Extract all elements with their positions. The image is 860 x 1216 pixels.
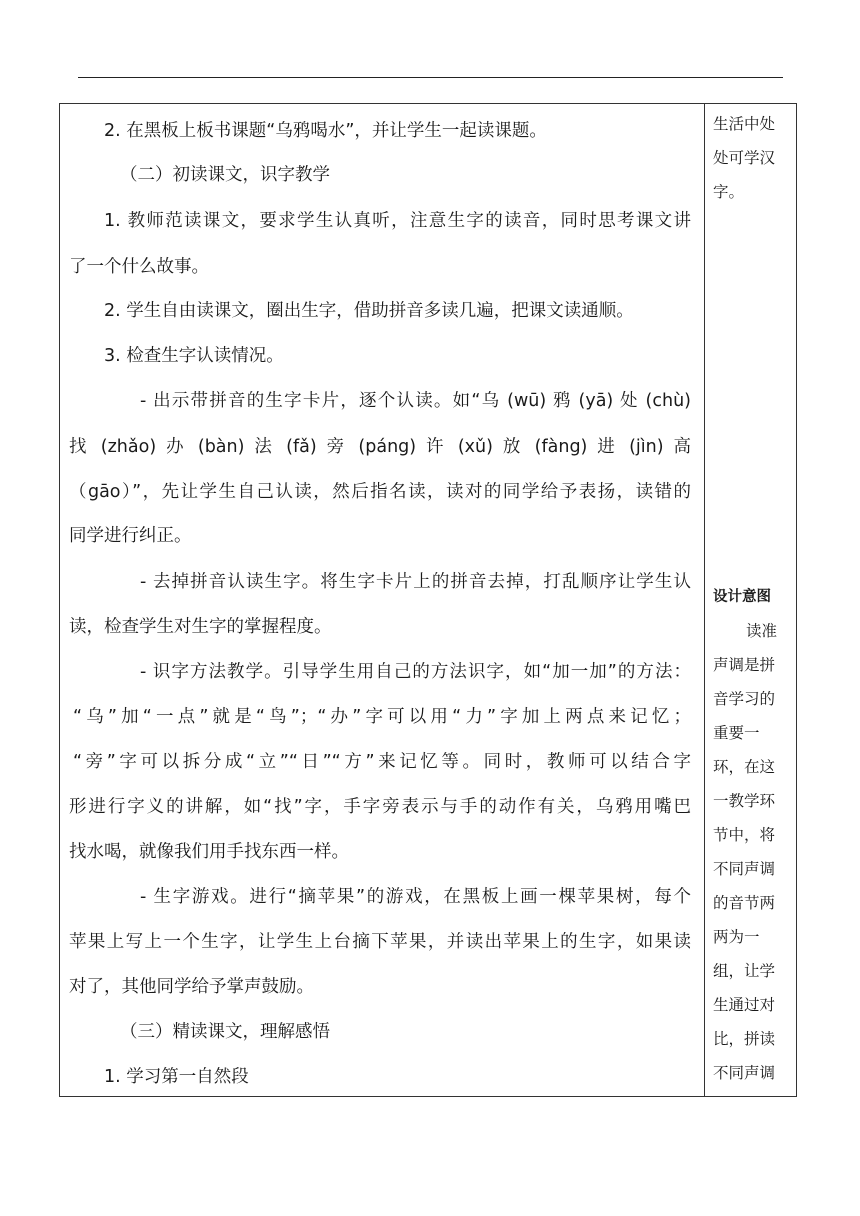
note-line: 组，让学 <box>713 962 776 980</box>
design-notes-column <box>705 104 797 1096</box>
note-line: 声调是拼 <box>713 656 776 674</box>
note-line: 生活中处 <box>713 115 776 133</box>
text-line: 1. 教师范读课文，要求学生认真听，注意生字的读音，同时思考课文讲 <box>104 211 691 231</box>
text-line: - 识字方法教学。引导学生用自己的方法识字，如“加一加”的方法： <box>140 662 691 682</box>
note-line: 不同声调 <box>713 1064 776 1082</box>
note-line: 重要一 <box>713 724 760 742</box>
section-heading: （三）精读课文，理解感悟 <box>120 1022 330 1042</box>
text-line: 对了，其他同学给予掌声鼓励。 <box>69 977 314 997</box>
note-line: 两为一 <box>713 928 760 946</box>
text-line: - 去掉拼音认读生字。将生字卡片上的拼音去掉，打乱顺序让学生认 <box>140 572 691 592</box>
note-line: 环，在这 <box>713 758 776 776</box>
note-line: 的音节两 <box>713 894 776 912</box>
note-line: 处可学汉 <box>713 149 776 167</box>
note-line: 一教学环 <box>713 792 776 810</box>
note-line: 生通过对 <box>713 996 776 1014</box>
lesson-table <box>59 103 797 1097</box>
note-line: 节中，将 <box>713 826 776 844</box>
text-line: 读，检查学生对生字的掌握程度。 <box>69 617 332 637</box>
text-line: 找水喝，就像我们用手找东西一样。 <box>69 842 349 862</box>
note-line: 比，拼读 <box>713 1030 776 1048</box>
note-line: 字。 <box>713 183 745 201</box>
note-line: 读准 <box>746 622 778 640</box>
teaching-process-column <box>60 104 704 1096</box>
text-line: 了一个什么故事。 <box>69 257 209 277</box>
text-line: 同学进行纠正。 <box>69 526 192 546</box>
text-line: （gāo）”，先让学生自己认读，然后指名读，读对的同学给予表扬，读错的 <box>69 482 691 502</box>
text-line: 找 (zhǎo) 办 (bàn) 法 (fǎ) 旁 (páng) 许 (xǔ) 放 (fàng) 进 (jìn) 高 <box>69 437 691 457</box>
note-line: 不同声调 <box>713 860 776 878</box>
header-rule <box>78 77 783 78</box>
text-line: 2. 在黑板上板书课题“乌鸦喝水”，并让学生一起读课题。 <box>104 121 547 141</box>
text-line: 形进行字义的讲解，如“找”字，手字旁表示与手的动作有关，乌鸦用嘴巴 <box>69 797 691 817</box>
text-line: “乌”加“一点”就是“鸟”；“办”字可以用“力”字加上两点来记忆； <box>73 707 691 727</box>
design-intent-heading: 设计意图 <box>713 589 771 605</box>
text-line: “旁”字可以拆分成“立”“日”“方”来记忆等。同时，教师可以结合字 <box>73 752 691 772</box>
note-line: 音学习的 <box>713 690 776 708</box>
text-line: 2. 学生自由读课文，圈出生字，借助拼音多读几遍，把课文读通顺。 <box>104 301 634 321</box>
text-line: 3. 检查生字认读情况。 <box>104 346 284 366</box>
text-line: 1. 学习第一自然段 <box>104 1067 249 1087</box>
section-heading: （二）初读课文，识字教学 <box>120 165 330 185</box>
text-line: - 生字游戏。进行“摘苹果”的游戏，在黑板上画一棵苹果树，每个 <box>140 887 691 907</box>
text-line: - 出示带拼音的生字卡片，逐个认读。如“乌 (wū) 鸦 (yā) 处 (chù) <box>140 391 691 411</box>
text-line: 苹果上写上一个生字，让学生上台摘下苹果，并读出苹果上的生字，如果读 <box>69 932 691 952</box>
